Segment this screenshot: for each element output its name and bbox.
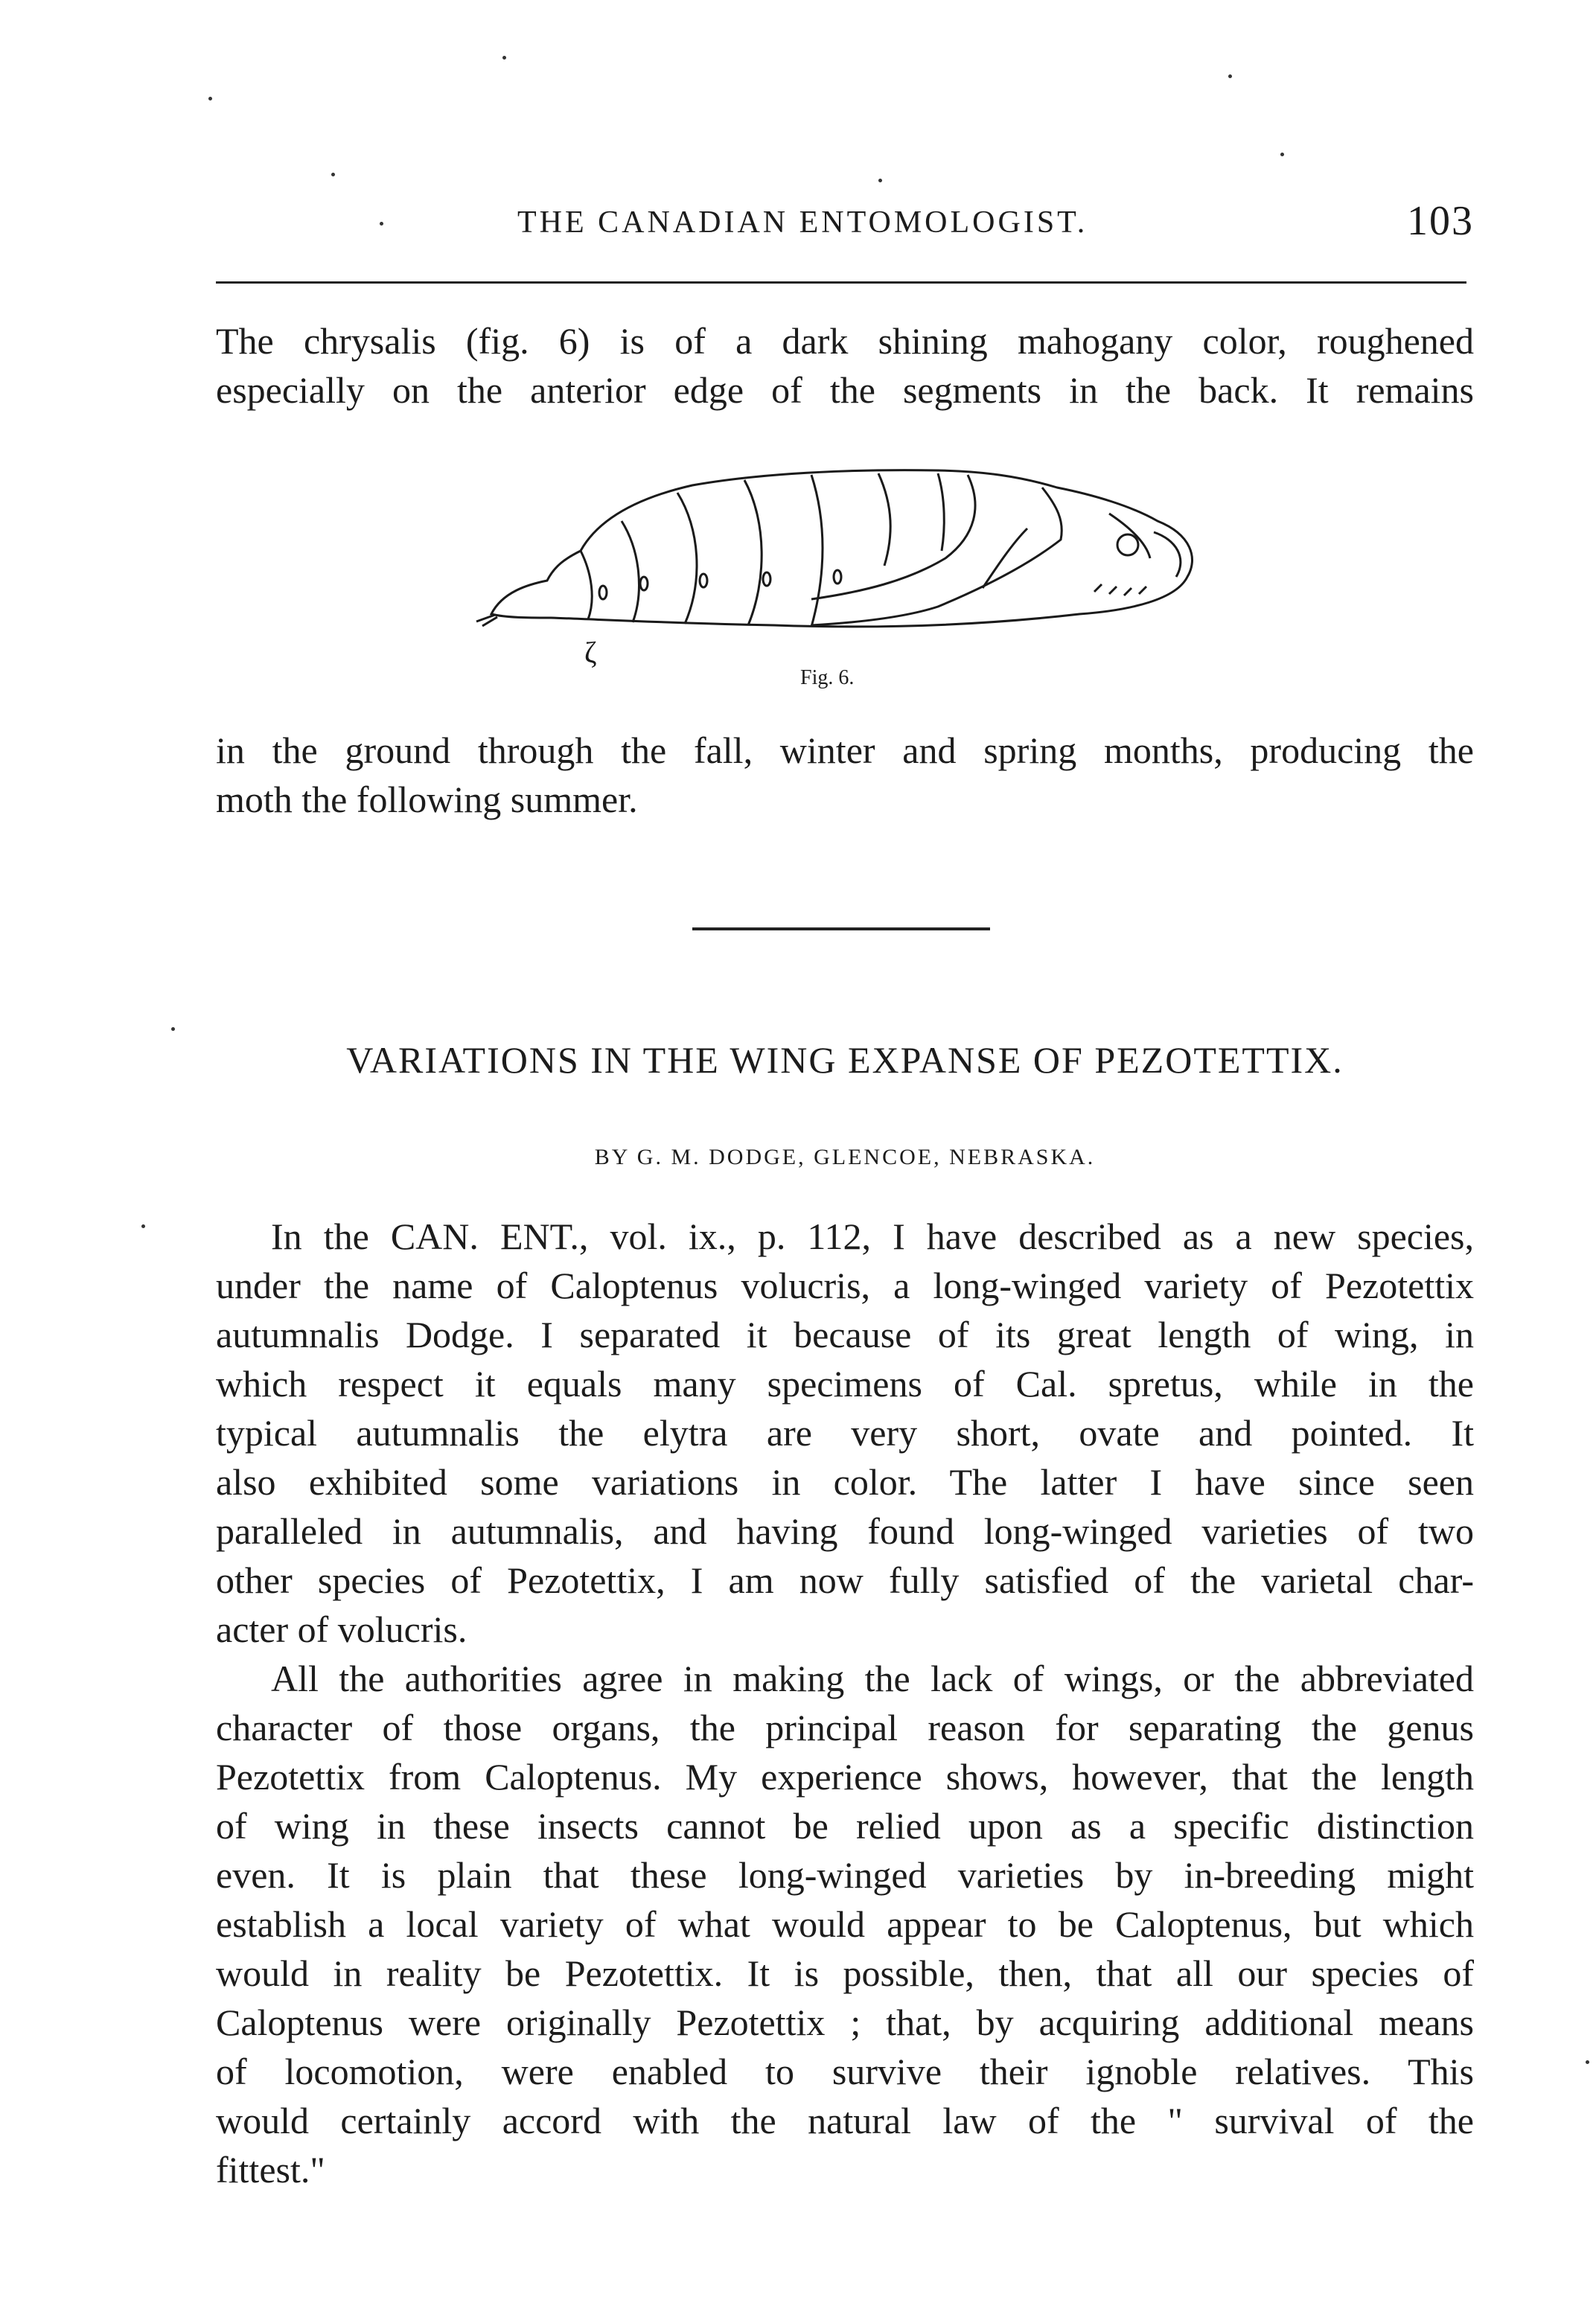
speck — [1228, 74, 1232, 78]
speck — [502, 56, 506, 60]
text-line: typical autumnalis the elytra are very short, ovate and pointed. It — [216, 1412, 1474, 1454]
article-paragraph-2 — [216, 1654, 1474, 2194]
intro-paragraph — [216, 316, 1474, 415]
text-line: character of those organs, the principal reason for separating the genus — [216, 1707, 1474, 1748]
text-line: The chrysalis (fig. 6) is of a dark shining mahogany color, roughened — [216, 320, 1474, 362]
article-byline: BY G. M. DODGE, GLENCOE, NEBRASKA. — [594, 1145, 1096, 1169]
section-divider — [692, 927, 990, 930]
speck — [1280, 153, 1284, 156]
running-title: THE CANADIAN ENTOMOLOGIST. — [517, 205, 1088, 240]
text-line: acter of volucris. — [216, 1608, 467, 1650]
header-rule — [216, 281, 1466, 284]
text-line: would in reality be Pezotettix. It is possible, then, that all our species of — [216, 1952, 1474, 1994]
speck — [208, 97, 212, 100]
text-line: would certainly accord with the natural law of the " survival of the — [216, 2100, 1474, 2141]
text-line: in the ground through the fall, winter and spring months, producing the — [216, 729, 1474, 771]
text-line: paralleled in autumnalis, and having found long-winged varieties of two — [216, 1510, 1474, 1552]
speck — [171, 1027, 175, 1031]
article-title: VARIATIONS IN THE WING EXPANSE OF PEZOTETTIX. — [346, 1039, 1344, 1081]
text-line: of locomotion, were enabled to survive their ignoble relatives. This — [216, 2051, 1474, 2092]
text-line: All the authorities agree in making the lack of wings, or the abbreviated — [271, 1658, 1474, 1699]
text-line: which respect it equals many specimens of Cal. spretus, while in the — [216, 1363, 1474, 1405]
figure-caption: Fig. 6. — [800, 666, 855, 689]
text-line: In the CAN. ENT., vol. ix., p. 112, I have described as a new species, — [271, 1215, 1474, 1257]
text-line: also exhibited some variations in color. The latter I have since seen — [216, 1461, 1474, 1503]
text-line: under the name of Caloptenus volucris, a long-winged variety of Pezotettix — [216, 1265, 1474, 1306]
speck — [141, 1224, 145, 1228]
page-number: 103 — [1407, 198, 1474, 244]
text-line: Caloptenus were originally Pezotettix ; that, by acquiring additional means — [216, 2002, 1474, 2043]
text-line: moth the following summer. — [216, 779, 638, 820]
continuation-paragraph — [216, 726, 1474, 824]
article-paragraph-1 — [216, 1212, 1474, 1654]
page-header — [216, 197, 1474, 249]
figure-mark: ζ — [584, 636, 597, 669]
speck — [1586, 2060, 1589, 2064]
text-line: of wing in these insects cannot be relied upon as a specific distinction — [216, 1805, 1474, 1847]
text-line: Pezotettix from Caloptenus. My experience shows, however, that the length — [216, 1756, 1474, 1798]
chrysalis-illustration — [462, 447, 1236, 700]
speck — [878, 179, 882, 182]
text-line: especially on the anterior edge of the segments in the back. It remains — [216, 369, 1474, 411]
text-line: autumnalis Dodge. I separated it because of its great length of wing, in — [216, 1314, 1474, 1355]
text-line: even. It is plain that these long-winged varieties by in-breeding might — [216, 1854, 1474, 1896]
speck — [331, 173, 335, 176]
text-line: other species of Pezotettix, I am now fully satisfied of the varietal char- — [216, 1559, 1474, 1601]
text-line: establish a local variety of what would appear to be Caloptenus, but which — [216, 1903, 1474, 1945]
text-line: fittest." — [216, 2149, 325, 2191]
